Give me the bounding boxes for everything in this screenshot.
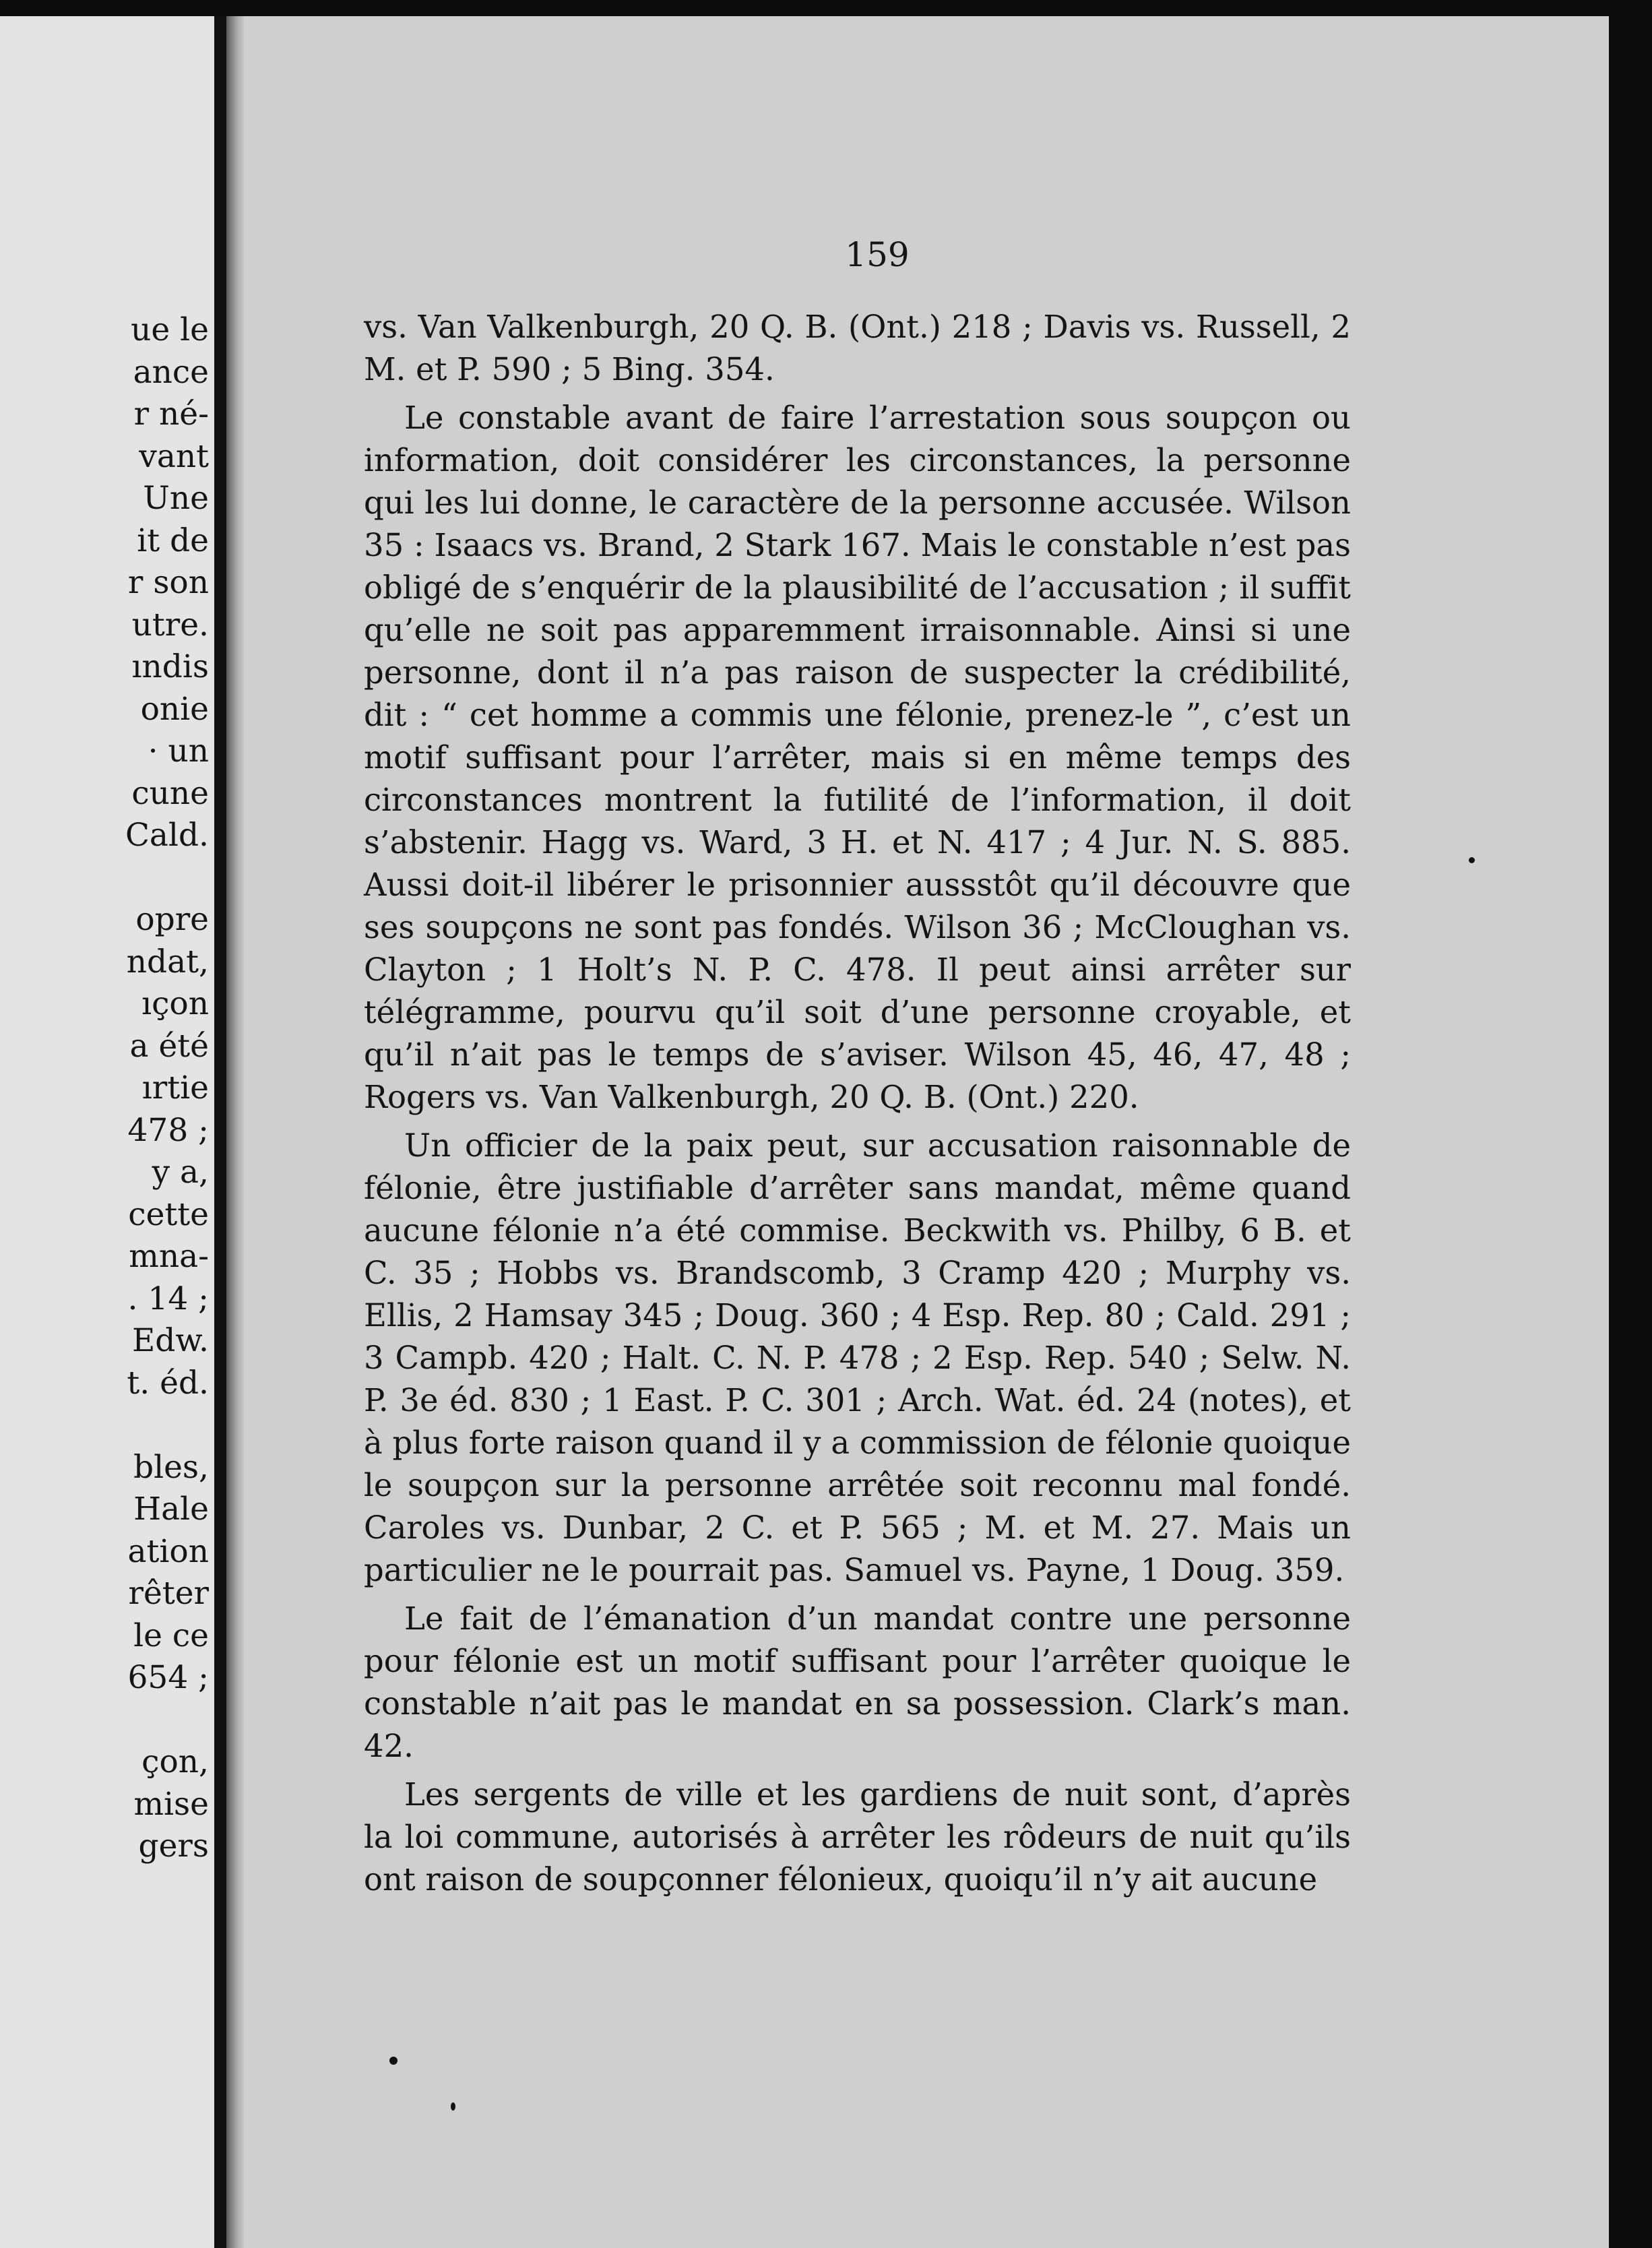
previous-page-line: mise	[133, 1785, 209, 1823]
previous-page-line: Cald.	[125, 817, 209, 854]
previous-page-line: a été	[129, 1027, 209, 1065]
previous-page-line: it de	[137, 522, 209, 559]
previous-page-line: r son	[127, 564, 209, 601]
previous-page-line: le ce	[133, 1617, 209, 1654]
previous-page-line: mna-	[129, 1238, 209, 1275]
previous-page-line: 478 ;	[127, 1111, 209, 1149]
previous-page-line: opre	[135, 901, 209, 938]
previous-page-line: ıçon	[141, 985, 209, 1022]
previous-page-line: Edw.	[132, 1322, 209, 1359]
previous-page-line: çon,	[141, 1743, 209, 1780]
previous-page-line: rêter	[128, 1575, 209, 1612]
previous-page-line: ındis	[131, 648, 209, 685]
page-number: 159	[845, 235, 910, 274]
previous-page-line: ndat,	[126, 943, 209, 980]
previous-page-line: onie	[140, 690, 209, 728]
previous-page-line: cune	[131, 774, 209, 812]
paragraph-warrant: Le fait de l’émanation d’un mandat contre une personne pour félonie est un motif suffisant pour l’arrêter quoique le constable n’ait pas le mandat en sa possession. Clark’s man. 42.	[364, 1600, 1351, 1764]
paragraph-peace-officer: Un officier de la paix peut, sur accusation raisonnable de félonie, être justifiable d’arrêter sans mandat, même quand aucune félonie n’a été commise. Beckwith vs. Philby, 6 B. et C. 35 ; Hobbs vs. Brandscomb, 3 Cramp 420 ; Murphy vs. Ellis, 2 Hamsay 345 ; Doug. 360 ; 4 Esp. Rep. 80 ; Cald. 291 ; 3 Campb. 420 ; Halt. C. N. P. 478 ; 2 Esp. Rep. 540 ; Selw. N. P. 3e éd. 830 ; 1 East. P. C. 301 ; Arch. Wat. éd. 24 (notes), et à plus forte raison quand il y a commission de félonie quoique le soupçon sur la personne arrêtée soit reconnu mal fondé. Caroles vs. Dunbar, 2 C. et P. 565 ; M. et M. 27. Mais un particulier ne le pourrait pas. Samuel vs. Payne, 1 Doug. 359.	[364, 1127, 1351, 1588]
scan-speck	[451, 2102, 455, 2111]
previous-page-fragment	[0, 16, 214, 2248]
previous-page-line: ance	[133, 353, 209, 391]
scan-speck	[389, 2057, 398, 2065]
previous-page-line: . 14 ;	[127, 1280, 209, 1317]
scan-border-right	[1609, 0, 1652, 2248]
page-body	[364, 306, 1351, 1907]
previous-page-line: y a,	[152, 1154, 209, 1191]
book-spine	[214, 16, 226, 2248]
previous-page-line: utre.	[131, 606, 209, 644]
previous-page-line: vant	[139, 437, 209, 475]
previous-page-line: ue le	[131, 311, 209, 348]
previous-page-line: 654 ;	[127, 1659, 209, 1696]
spine-shadow	[226, 16, 244, 2248]
book-page	[244, 16, 1609, 2248]
previous-page-line: Une	[143, 480, 209, 517]
paragraph-night-watchmen: Les sergents de ville et les gardiens de nuit sont, d’après la loi commune, autorisés à arrêter les rôdeurs de nuit qu’ils ont raison de soupçonner félonieux, quoiqu’il n’y ait aucune	[364, 1776, 1351, 1898]
previous-page-line: Hale	[133, 1491, 209, 1528]
scan-border-top	[0, 0, 1652, 16]
paragraph-constable-arrest: Le constable avant de faire l’arrestation sous soupçon ou information, doit considérer les circonstances, la personne qui les lui donne, le caractère de la personne accusée. Wilson 35 : Isaacs vs. Brand, 2 Stark 167. Mais le constable n’est pas obligé de s’enquérir de la plausibilité de l’accusation ; il suffit qu’elle ne soit pas apparemment irraisonnable. Ainsi si une personne, dont il n’a pas raison de suspecter la crédibilité, dit : “ cet homme a commis une félonie, prenez-le ”, c’est un motif suffisant pour l’arrêter, mais si en même temps des circonstances montrent la futilité de l’information, il doit s’abstenir. Hagg vs. Ward, 3 H. et N. 417 ; 4 Jur. N. S. 885. Aussi doit-il libérer le prisonnier aussstôt qu’il découvre que ses soupçons ne sont pas fondés. Wilson 36 ; McCloughan vs. Clayton ; 1 Holt’s N. P. C. 478. Il peut ainsi arrêter sur télégramme, pourvu qu’il soit d’une personne croyable, et qu’il n’ait pas le temps de s’aviser. Wilson 45, 46, 47, 48 ; Rogers vs. Van Valkenburgh, 20 Q. B. (Ont.) 220.	[364, 400, 1351, 1115]
paragraph-continuation: vs. Van Valkenburgh, 20 Q. B. (Ont.) 218 ; Davis vs. Russell, 2 M. et P. 590 ; 5 Bing. 354.	[364, 309, 1351, 387]
previous-page-line: ation	[127, 1532, 209, 1570]
scan-speck	[1469, 857, 1475, 863]
previous-page-line: ırtie	[141, 1069, 209, 1106]
previous-page-line: gers	[138, 1828, 209, 1865]
previous-page-line: bles,	[133, 1448, 209, 1486]
previous-page-line: t. éd.	[127, 1364, 209, 1402]
previous-page-line: r né-	[133, 396, 209, 433]
previous-page-line: · un	[148, 732, 209, 770]
previous-page-line: cette	[128, 1195, 209, 1233]
